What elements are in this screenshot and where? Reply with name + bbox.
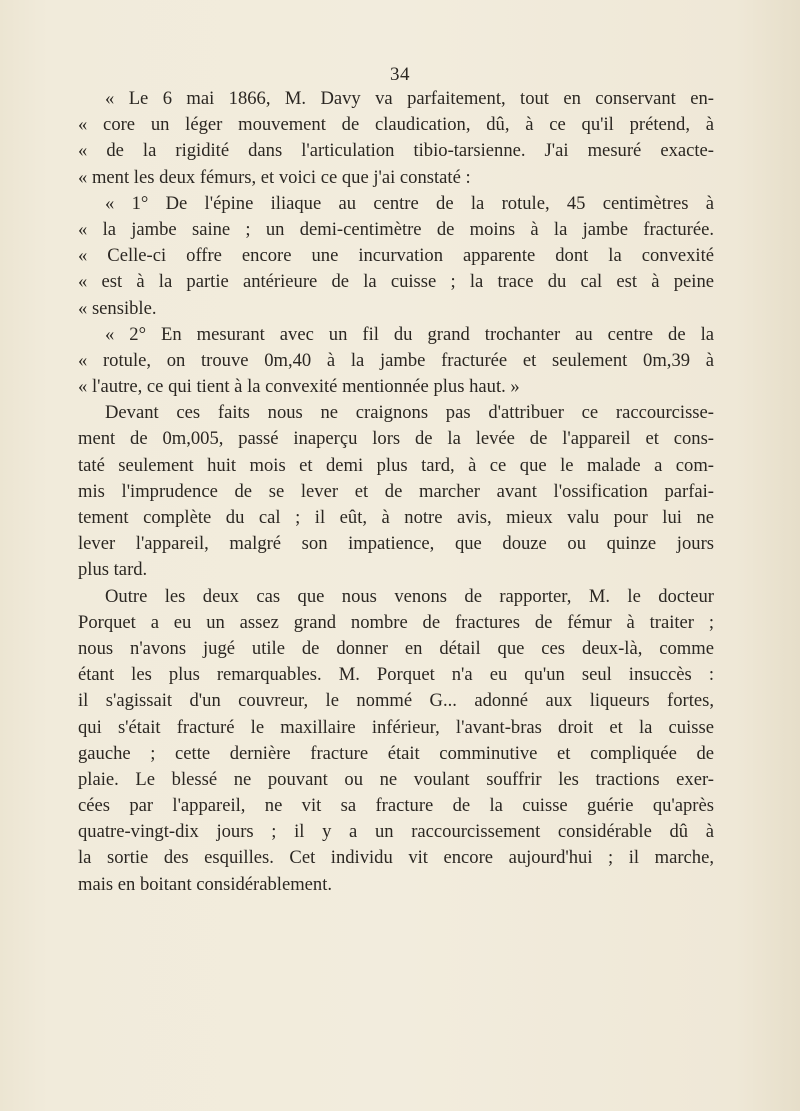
text-line: tement complète du cal ; il eût, à notre avis, mieux valu pour lui ne [78,507,714,528]
text-line: lever l'appareil, malgré son impatience, que douze ou quinze jours [78,533,714,555]
text-line: Outre les deux cas que nous venons de rapporter, M. le docteur [105,585,714,607]
text-line: « 2° En mesurant avec un fil du grand trochanter au centre de la [105,323,714,345]
text-line: mais en boitant considérablement. [78,873,333,895]
text-line: « l'autre, ce qui tient à la convexité mentionnée plus haut. » [78,376,520,398]
text-line: « la jambe saine ; un demi-centimètre de moins à la jambe fracturée. [78,218,714,240]
page-number: 34 [390,64,410,85]
text-line: étant les plus remarquables. M. Porquet n'a eu qu'un seul insuccès : [78,664,714,686]
text-line: quatre-vingt-dix jours ; il y a un raccourcissement considérable dû à [78,821,714,843]
text-line: « core un léger mouvement de claudication, dû, à ce qu'il prétend, à [78,114,714,136]
text-line: mis l'imprudence de se lever et de marcher avant l'ossification parfai- [78,480,714,502]
text-line: « Le 6 mai 1866, M. Davy va parfaitement, tout en conservant en- [105,88,714,109]
text-line: plaie. Le blessé ne pouvant ou ne voulant souffrir les tractions exer- [78,768,714,790]
text-line: Porquet a eu un assez grand nombre de fractures de fémur à traiter ; [78,611,714,633]
text-line: taté seulement huit mois et demi plus tard, à ce que le malade a com- [78,454,714,476]
text-line: gauche ; cette dernière fracture était comminutive et compliquée de [78,742,714,764]
text-line: qui s'était fracturé le maxillaire inférieur, l'avant-bras droit et la cuisse [78,716,714,738]
text-line: « est à la partie antérieure de la cuisse ; la trace du cal est à peine [78,271,714,293]
text-line: cées par l'appareil, ne vit sa fracture de la cuisse guérie qu'après [78,795,714,817]
text-line: « Celle-ci offre encore une incurvation apparente dont la convexité [78,245,714,267]
text-line: « de la rigidité dans l'articulation tibio-tarsienne. J'ai mesuré exacte- [78,140,714,162]
text-line: nous n'avons jugé utile de donner en détail que ces deux-là, comme [78,637,714,659]
text-line: « ment les deux fémurs, et voici ce que j'ai constaté : [78,166,471,188]
text-line: Devant ces faits nous ne craignons pas d'attribuer ce raccourcisse- [105,402,714,424]
text-line: la sortie des esquilles. Cet individu vit encore aujourd'hui ; il marche, [78,847,714,869]
text-line: il s'agissait d'un couvreur, le nommé G... adonné aux liqueurs fortes, [78,690,714,712]
text-line: plus tard. [78,559,148,581]
text-line: ment de 0m,005, passé inaperçu lors de la levée de l'appareil et cons- [78,428,714,450]
text-line: « sensible. [78,297,157,319]
text-line: « 1° De l'épine iliaque au centre de la rotule, 45 centimètres à [105,192,714,214]
body-text [78,86,714,898]
text-line: « rotule, on trouve 0m,40 à la jambe fracturée et seulement 0m,39 à [78,349,714,371]
